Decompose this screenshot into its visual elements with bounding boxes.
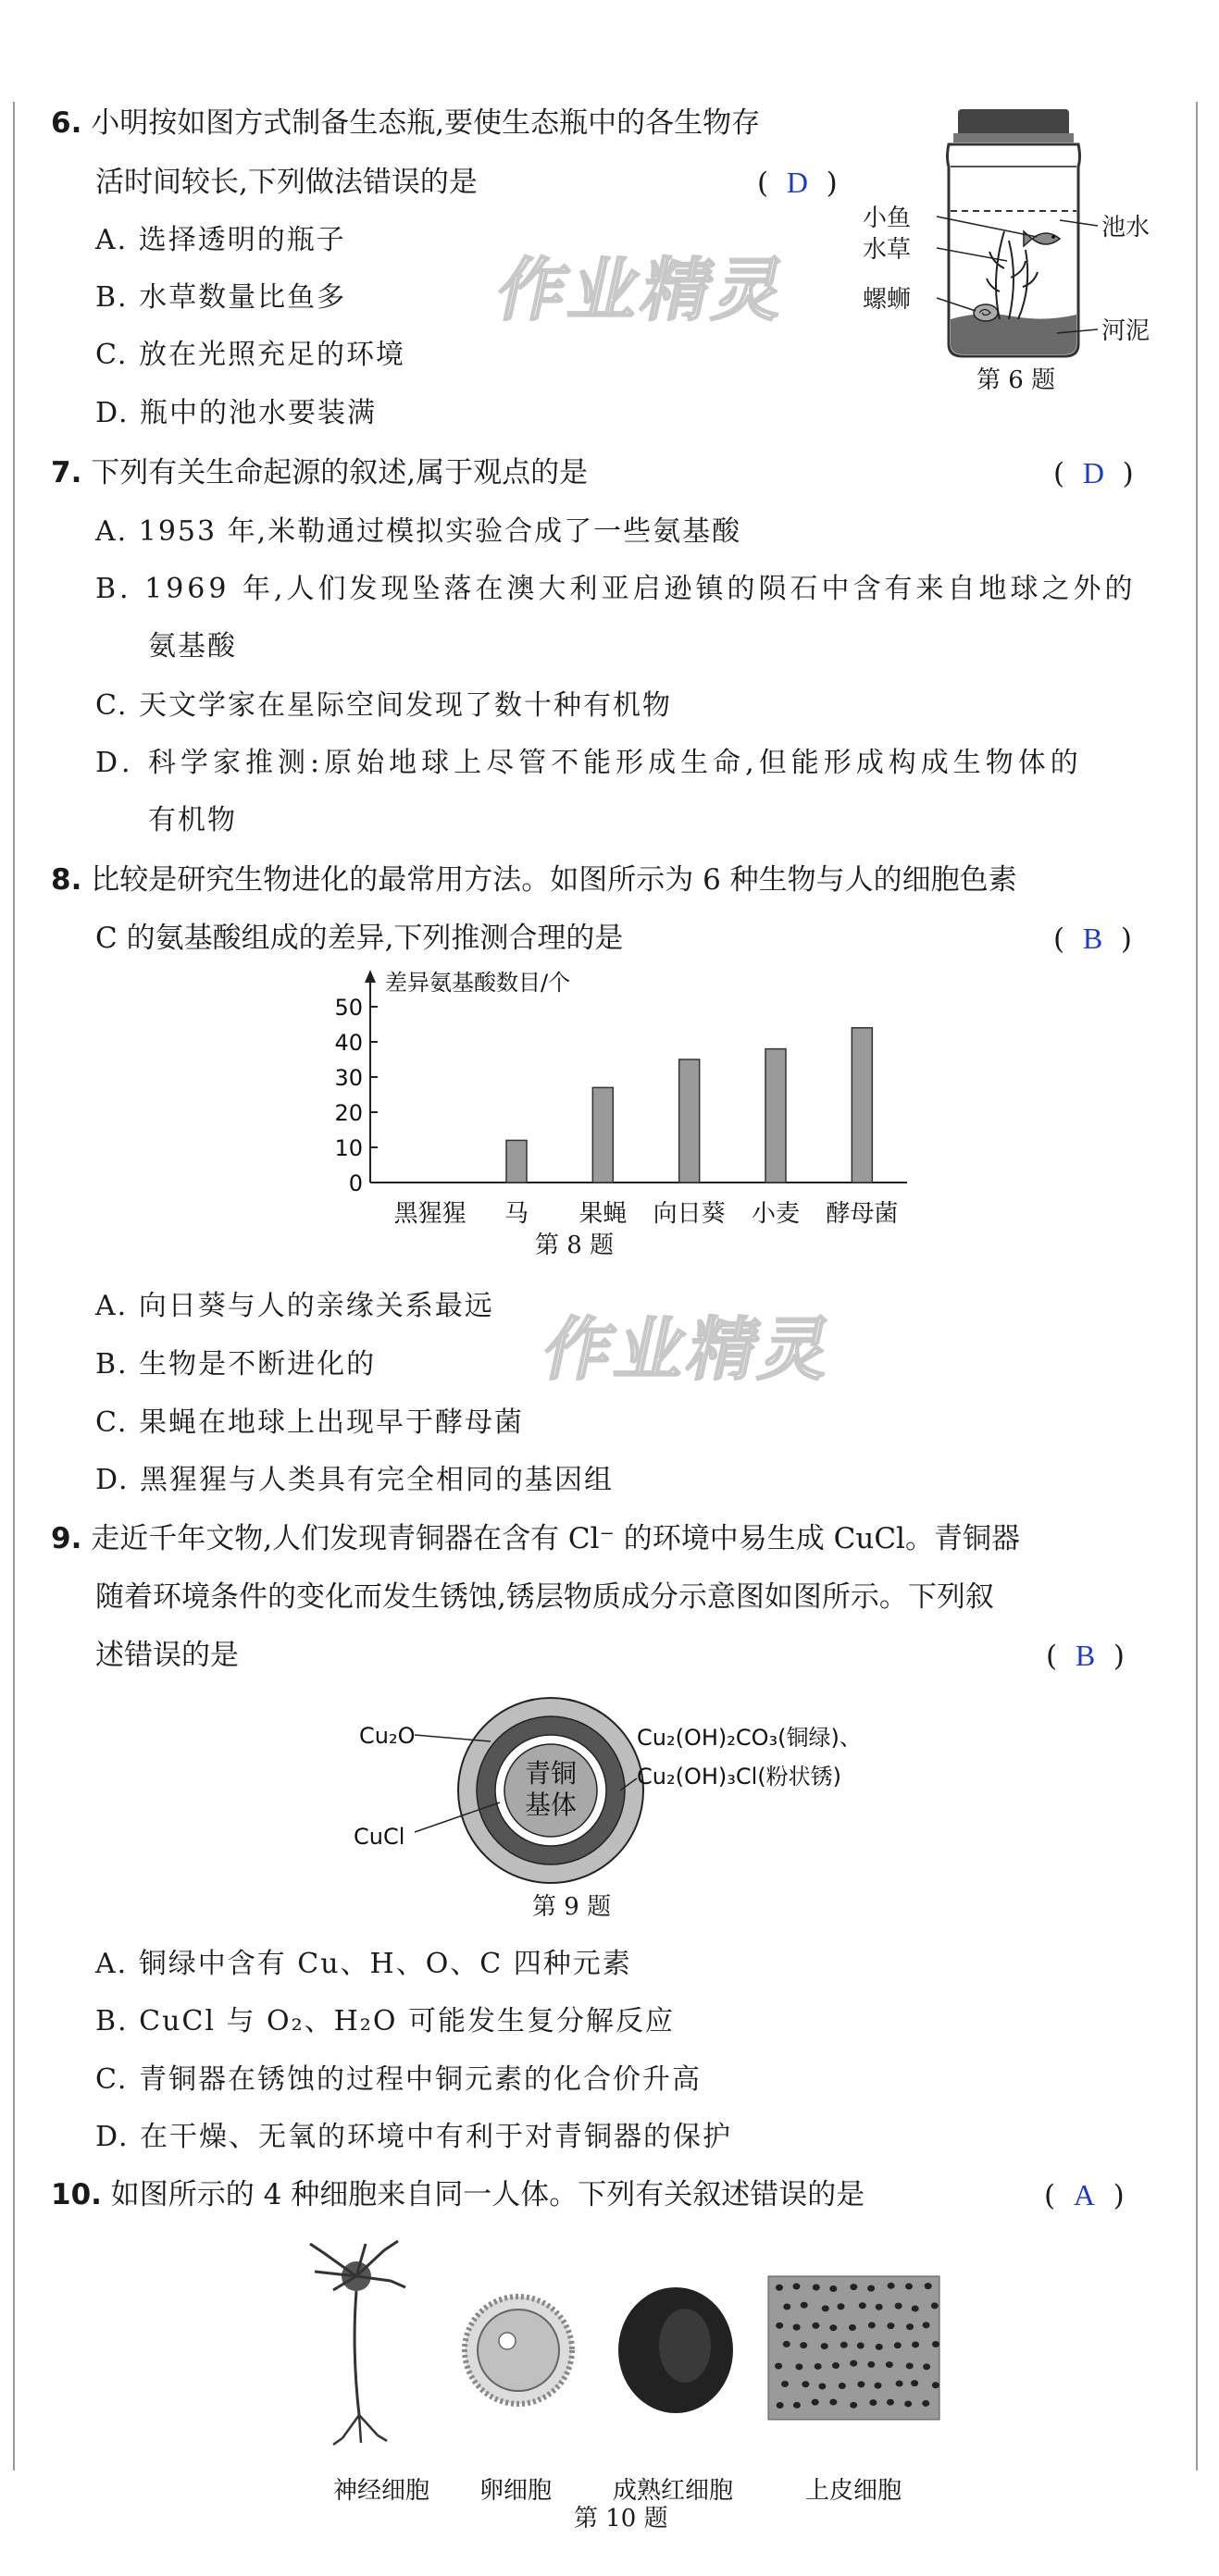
epithelial-nucleus: [829, 2285, 837, 2292]
epithelial-nucleus: [888, 2283, 895, 2289]
y-tick-label: 30: [334, 1065, 363, 1091]
epithelial-nucleus: [815, 2363, 822, 2370]
y-tick-label: 40: [334, 1030, 363, 1056]
figure-caption: 第 6 题: [976, 366, 1056, 394]
epithelial-cells: [768, 2276, 939, 2420]
egg-cell: [465, 2297, 572, 2404]
epithelial-nucleus: [925, 2283, 932, 2289]
epithelial-nucleus: [818, 2383, 826, 2389]
option-c: C. 青铜器在锈蚀的过程中铜元素的化合价升高: [95, 2063, 702, 2096]
epithelial-nucleus: [857, 2381, 864, 2387]
label-egg: 卵细胞: [479, 2477, 553, 2505]
y-tick-label: 20: [334, 1100, 363, 1126]
epithelial-nucleus: [821, 2343, 828, 2349]
epithelial-nucleus: [923, 2322, 930, 2328]
bar-4: [765, 1049, 786, 1183]
x-tick-label: 黑猩猩: [393, 1200, 466, 1228]
chart-axes: [365, 970, 907, 1183]
answer-letter: D: [786, 166, 808, 199]
option-b-line1: B. 1969 年,人们发现坠落在澳大利亚启逊镇的陨石中含有来自地球之外的: [95, 573, 1137, 605]
bar-3: [679, 1059, 700, 1183]
label-fish: 小鱼: [863, 204, 912, 232]
y-axis-arrow: [365, 970, 376, 983]
epithelial-nucleus: [932, 2341, 939, 2347]
epithelial-nucleus: [896, 2381, 903, 2387]
y-axis-label: 差异氨基酸数目/个: [385, 970, 571, 996]
eco-bottle-figure: [861, 102, 1166, 407]
figure-caption: 第 9 题: [532, 1893, 612, 1921]
x-tick-label: 小麦: [751, 1200, 801, 1228]
figure-caption: 第 10 题: [574, 2505, 668, 2533]
epithelial-nucleus: [795, 2363, 802, 2370]
watermark-2: 作业精灵: [536, 1310, 842, 1390]
label-snail: 螺蛳: [863, 286, 912, 314]
question-stem-line3: 述错误的是: [95, 1639, 239, 1672]
epithelial-nucleus: [876, 2304, 883, 2310]
epithelial-nucleus: [850, 2284, 857, 2290]
epithelial-nucleus: [783, 2341, 790, 2347]
label-grass: 水草: [863, 236, 912, 264]
chart-labels: [334, 970, 898, 1228]
y-tick-label: 10: [334, 1135, 363, 1161]
answer-box: ( B ): [1053, 922, 1132, 956]
epithelial-nucleus: [932, 2382, 939, 2388]
epithelial-nucleus: [776, 2322, 783, 2329]
epithelial-nucleus: [829, 2324, 837, 2331]
epithelial-nucleus: [887, 2322, 894, 2329]
epithelial-nucleus: [829, 2399, 837, 2406]
option-b: B. 生物是不断进化的: [95, 1348, 377, 1381]
x-tick-label: 酵母菌: [826, 1200, 899, 1228]
page-edge-right: [1196, 102, 1198, 2471]
epithelial-nucleus: [777, 2402, 784, 2409]
label-epithelial: 上皮细胞: [805, 2477, 902, 2505]
answer-letter: D: [1082, 456, 1104, 489]
y-tick-label: 0: [348, 1170, 363, 1196]
epithelial-nucleus: [912, 2341, 919, 2347]
answer-box: ( D ): [1053, 456, 1134, 490]
mud-layer: [951, 314, 1076, 354]
epithelial-nucleus: [837, 2303, 844, 2310]
option-a: A. 选择透明的瓶子: [95, 224, 346, 256]
epithelial-nucleus: [923, 2363, 930, 2370]
question-stem-line2: C 的氨基酸组成的差异,下列推测合理的是: [95, 922, 624, 955]
option-b: B. 水草数量比鱼多: [95, 281, 347, 314]
option-c: C. 果蝇在地球上出现早于酵母菌: [95, 1406, 524, 1439]
epithelial-nucleus: [776, 2285, 783, 2291]
epithelial-nucleus: [781, 2381, 789, 2387]
epithelial-nucleus: [906, 2362, 914, 2369]
epithelial-nucleus: [869, 2399, 877, 2406]
epithelial-nucleus: [800, 2342, 807, 2348]
bottle-lid: [958, 109, 1069, 137]
core-label-2: 基体: [524, 1790, 578, 1820]
page-edge-left: [13, 102, 15, 2471]
epithelial-nucleus: [840, 2342, 848, 2348]
bar-2: [592, 1087, 613, 1183]
question-stem-line1: 小明按如图方式制备生态瓶,要使生态瓶中的各生物存: [91, 106, 761, 140]
epithelial-nucleus: [857, 2342, 864, 2348]
option-d: D. 在干燥、无氧的环境中有利于对青铜器的保护: [95, 2121, 733, 2153]
epithelial-nucleus: [802, 2381, 809, 2387]
epithelial-nucleus: [894, 2342, 902, 2348]
option-d-line2: 有机物: [148, 804, 237, 836]
epithelial-nucleus: [906, 2323, 914, 2330]
answer-letter: B: [1082, 922, 1103, 955]
label-cu2o: Cu₂O: [359, 1723, 416, 1749]
label-water: 池水: [1101, 214, 1151, 242]
epithelial-nucleus: [887, 2399, 894, 2406]
question-stem-line1: 走近千年文物,人们发现青铜器在含有 Cl⁻ 的环境中易生成 CuCl。青铜器: [91, 1522, 1020, 1555]
question-number: 9.: [51, 1522, 82, 1555]
neuron-cell: [310, 2241, 405, 2445]
epithelial-nucleus: [886, 2361, 893, 2368]
epithelial-nucleus: [905, 2283, 913, 2289]
option-a: A. 1953 年,米勒通过模拟实验合成了一些氨基酸: [95, 515, 742, 548]
epithelial-nucleus: [783, 2303, 790, 2310]
epithelial-nucleus: [895, 2303, 902, 2310]
epithelial-nucleus: [868, 2322, 876, 2328]
bronze-rust-diagram: [342, 1693, 972, 1888]
epithelial-nucleus: [792, 2283, 800, 2289]
epithelial-nucleus: [813, 2285, 820, 2291]
epithelial-nucleus: [850, 2360, 857, 2367]
answer-box: ( D ): [757, 166, 838, 200]
option-d: D. 黑猩猩与人类具有完全相同的基因组: [95, 1464, 615, 1496]
epithelial-nucleus: [849, 2324, 856, 2331]
epithelial-nucleus: [812, 2399, 819, 2406]
option-d: D. 瓶中的池水要装满: [95, 397, 378, 429]
epithelial-nucleus: [904, 2400, 912, 2407]
epithelial-nucleus: [911, 2380, 918, 2386]
red-blood-cell: [618, 2287, 733, 2413]
epithelial-nucleus: [867, 2285, 875, 2292]
option-c: C. 天文学家在星际空间发现了数十种有机物: [95, 689, 672, 722]
epithelial-nucleus: [912, 2305, 919, 2311]
x-tick-label: 向日葵: [653, 1200, 726, 1228]
question-number: 10.: [51, 2178, 102, 2211]
epithelial-nucleus: [876, 2344, 883, 2350]
question-stem-line2: 活时间较长,下列做法错误的是: [95, 166, 478, 199]
epithelial-nucleus: [832, 2362, 840, 2369]
epithelial-nucleus: [822, 2305, 829, 2311]
epithelial-nucleus: [859, 2302, 866, 2309]
answer-box: ( B ): [1046, 1639, 1125, 1673]
label-red-blood-cell: 成熟红细胞: [613, 2477, 734, 2505]
x-tick-label: 马: [504, 1200, 529, 1228]
label-mud: 河泥: [1101, 317, 1151, 345]
y-tick-label: 50: [334, 995, 363, 1021]
option-b: B. CuCl 与 O₂、H₂O 可能发生复分解反应: [95, 2005, 675, 2037]
epithelial-nucleus: [801, 2302, 808, 2309]
chart-bars: [506, 1028, 872, 1183]
epithelial-nucleus: [793, 2402, 801, 2409]
question-stem-line1: 比较是研究生物进化的最常用方法。如图所示为 6 种生物与人的细胞色素: [91, 863, 1017, 897]
option-b-line2: 氨基酸: [148, 630, 237, 663]
label-basic-copper-chloride: Cu₂(OH)₃Cl(粉状锈): [637, 1764, 842, 1790]
epithelial-nucleus: [850, 2402, 857, 2409]
bar-5: [852, 1028, 872, 1183]
option-a: A. 向日葵与人的亲缘关系最远: [95, 1290, 494, 1322]
epithelial-nucleus: [839, 2383, 846, 2389]
amino-acid-bar-chart: [315, 970, 926, 1257]
epithelial-nucleus: [812, 2322, 819, 2329]
option-d-line1: D. 科学家推测:原始地球上尽管不能形成生命,但能形成构成生物体的: [95, 747, 1083, 779]
cells-figure: [278, 2239, 981, 2508]
question-stem-line1: 下列有关生命起源的叙述,属于观点的是: [91, 456, 589, 489]
question-number: 6.: [51, 106, 82, 140]
epithelial-nucleus: [793, 2324, 801, 2331]
answer-letter: B: [1075, 1639, 1096, 1672]
answer-letter: A: [1073, 2178, 1095, 2211]
epithelial-nucleus: [775, 2363, 782, 2370]
epithelial-nucleus: [867, 2361, 875, 2368]
epithelial-nucleus: [922, 2400, 929, 2407]
watermark-1: 作业精灵: [490, 251, 796, 330]
question-stem-line1: 如图所示的 4 种细胞来自同一人体。下列有关叙述错误的是: [110, 2178, 865, 2211]
option-a: A. 铜绿中含有 Cu、H、O、C 四种元素: [95, 1948, 632, 1980]
figure-caption: 第 8 题: [535, 1232, 615, 1259]
snail: [974, 304, 998, 321]
bar-1: [506, 1140, 527, 1183]
question-stem-line2: 随着环境条件的变化而发生锈蚀,锈层物质成分示意图如图所示。下列叙: [95, 1580, 994, 1614]
epithelial-nucleus: [931, 2302, 939, 2309]
core-label-1: 青铜: [524, 1758, 578, 1789]
question-number: 7.: [51, 456, 82, 489]
answer-box: ( A ): [1044, 2178, 1125, 2212]
x-tick-label: 果蝇: [578, 1200, 628, 1228]
label-cucl: CuCl: [354, 1824, 405, 1850]
question-number: 8.: [51, 863, 82, 897]
option-c: C. 放在光照充足的环境: [95, 339, 405, 371]
epithelial-nucleus: [875, 2383, 882, 2389]
label-neuron: 神经细胞: [333, 2477, 430, 2505]
label-basic-copper-carbonate: Cu₂(OH)₂CO₃(铜绿)、: [637, 1725, 862, 1751]
